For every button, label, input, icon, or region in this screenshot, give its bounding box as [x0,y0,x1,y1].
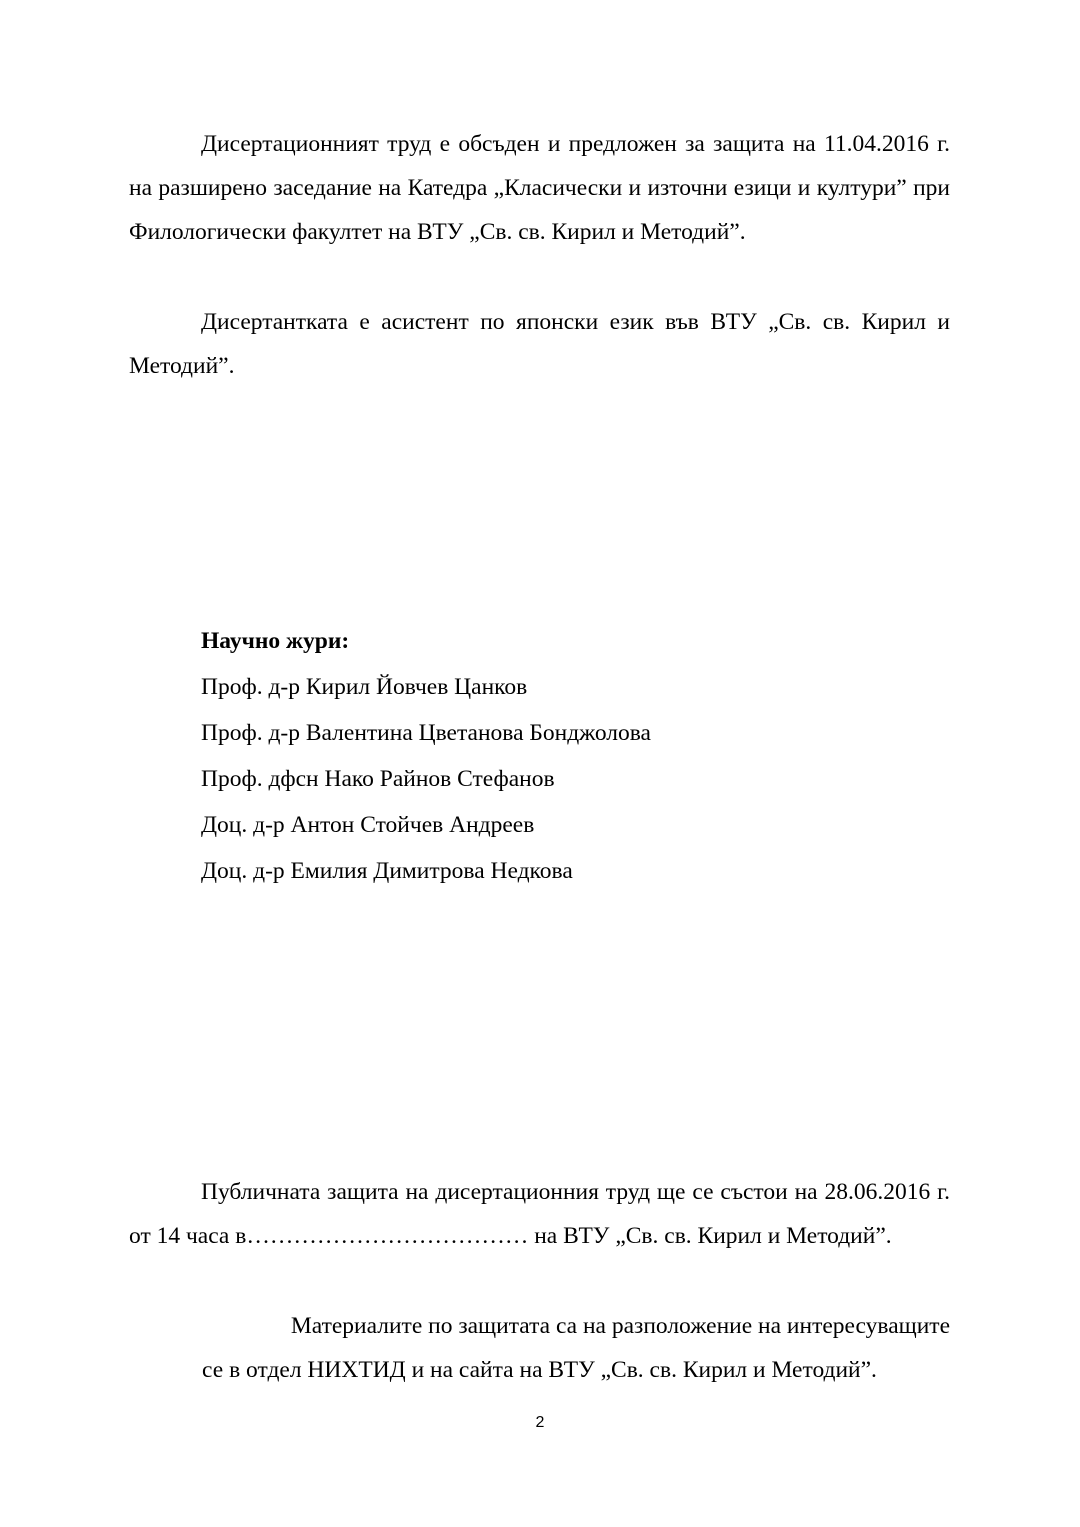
page-number: 2 [535,1414,545,1431]
paragraph-materials-line-1: Материалите по защитата са на разположение на интересуващите [290,1313,950,1339]
paragraph-discussion: Дисертационният труд е обсъден и предложен за защита на 11.04.2016 г. на разширено заседание на Катедра „Класически и източни езици и култури” при Филологически факултет на ВТУ „Св. св. Кирил и Методий”. [129,131,950,245]
jury-member: Доц. д-р Емилия Димитрова Недкова [201,858,573,884]
jury-member: Проф. дфсн Нако Райнов Стефанов [201,766,555,792]
jury-title: Научно жури: [201,628,350,654]
paragraph-materials-line-2: се в отдел НИХТИД и на сайта на ВТУ „Св. св. Кирил и Методий”. [202,1357,877,1383]
jury-list [201,618,651,894]
paragraph-materials [129,1304,950,1392]
jury-member: Проф. д-р Кирил Йовчев Цанков [201,674,528,700]
jury-member: Доц. д-р Антон Стойчев Андреев [201,812,535,838]
jury-member: Проф. д-р Валентина Цветанова Бонджолова [201,720,651,746]
paragraph-doctoral-candidate: Дисертантката е асистент по японски език във ВТУ „Св. св. Кирил и Методий”. [129,309,950,379]
paragraph-public-defense: Публичната защита на дисертационния труд ще се състои на 28.06.2016 г. от 14 часа в……………………………… на ВТУ „Св. св. Кирил и Методий”. [129,1179,950,1249]
